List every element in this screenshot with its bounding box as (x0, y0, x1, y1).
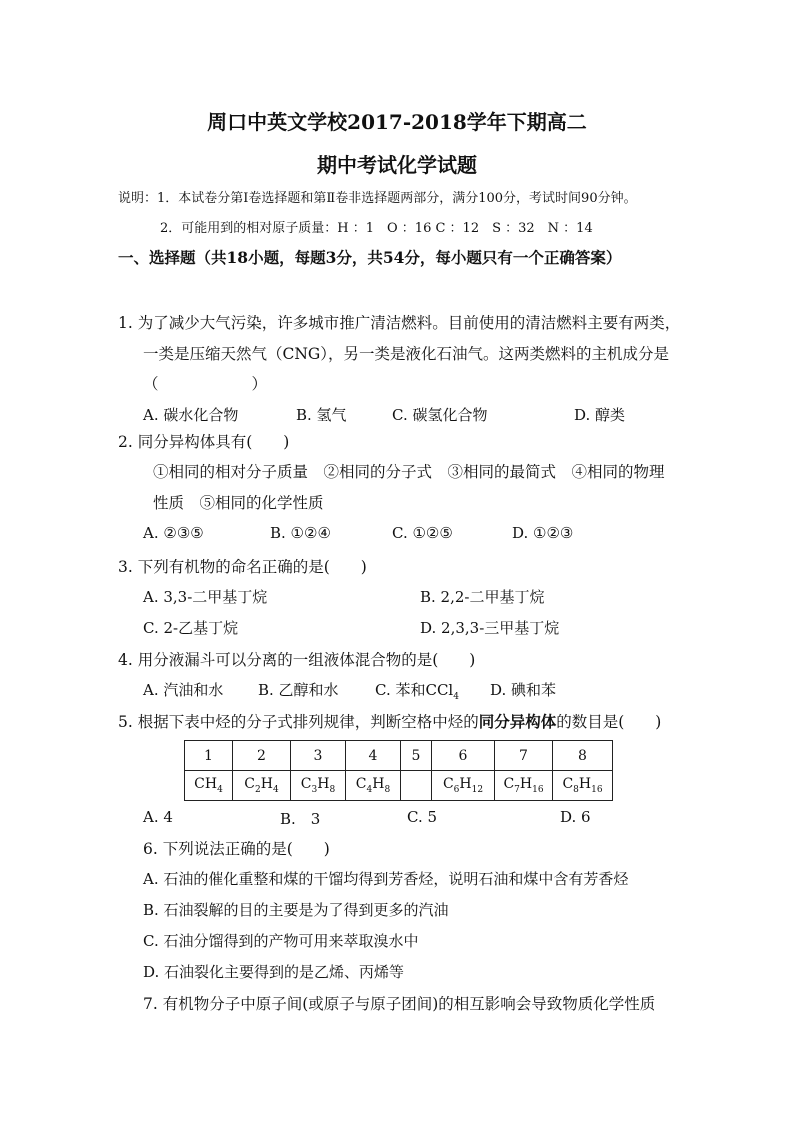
formula-element: H (317, 776, 330, 793)
table-header-cell: 1 (185, 741, 233, 771)
q2-line-2: 性质 ⑤相同的化学性质 (153, 494, 324, 512)
formula-element: C (244, 776, 256, 793)
q2-line-1: ①相同的相对分子质量 ②相同的分子式 ③相同的最简式 ④相同的物理 (153, 463, 665, 481)
formula-element: H (260, 776, 273, 793)
q1-option-d: D. 醇类 (574, 406, 626, 424)
formula-element: C (562, 776, 574, 793)
q1-option-c: C. 碳氢化合物 (392, 406, 488, 424)
table-header-cell: 7 (495, 741, 553, 771)
q4-option-c-subscript: 4 (453, 692, 459, 702)
note-1: 说明：1．本试卷分第Ⅰ卷选择题和第Ⅱ卷非选择题两部分，满分100分，考试时间90分钟。 (118, 191, 637, 206)
q1-line-2: 一类是压缩天然气（CNG），另一类是液化石油气。这两类燃料的主机成分是 (143, 345, 670, 363)
formula-cell-blank (401, 771, 432, 801)
formula-subscript: 2 (255, 784, 261, 795)
formula-cell (291, 771, 346, 801)
q5-stem-pre: 5. 根据下表中烃的分子式排列规律，判断空格中烃的 (118, 713, 479, 731)
formula-element: C (442, 776, 454, 793)
note-2: 2．可能用到的相对原子质量：H ：1 O ：16 C ：12 S ：32 N ：14 (160, 221, 593, 236)
q3-option-c: C. 2-乙基丁烷 (143, 619, 239, 637)
formula-subscript: 3 (311, 784, 318, 795)
formula-subscript: 4 (272, 784, 279, 795)
q6-option-d: D. 石油裂化主要得到的是乙烯、丙烯等 (143, 963, 405, 981)
formula-element: H (459, 776, 472, 793)
formula-cell (432, 771, 495, 801)
formula-cell (553, 771, 613, 801)
formula-element: C (300, 776, 312, 793)
formula-subscript: 16 (591, 784, 603, 795)
q2-stem: 2. 同分异构体具有( ) (118, 433, 290, 451)
q6-option-b: B. 石油裂解的目的主要是为了得到更多的汽油 (143, 901, 449, 919)
q2-option-a: A. ②③⑤ (143, 524, 204, 542)
q5-stem-bold: 同分异构体 (478, 712, 557, 731)
q4-stem: 4. 用分液漏斗可以分离的一组液体混合物的是( ) (118, 651, 476, 669)
title-line-1: 周口中英文学校2017-2018学年下期高二 (207, 110, 587, 134)
formula-subscript: 6 (453, 784, 460, 795)
q6-option-a: A. 石油的催化重整和煤的干馏均得到芳香烃，说明石油和煤中含有芳香烃 (143, 870, 629, 888)
formula-element: H (578, 776, 592, 793)
formula-table (184, 740, 613, 801)
q6-option-c: C. 石油分馏得到的产物可用来萃取溴水中 (143, 932, 419, 950)
formula-subscript: 4 (217, 784, 223, 795)
formula-subscript: 12 (471, 784, 484, 795)
q5-option-b: B. 3 (280, 810, 321, 828)
q3-option-a: A. 3,3-二甲基丁烷 (143, 588, 268, 606)
formula-subscript: 16 (532, 784, 544, 795)
q1-blank: （ ） (143, 375, 268, 393)
q5-option-d: D. 6 (560, 808, 591, 826)
title-line-2: 期中考试化学试题 (317, 153, 477, 177)
table-header-cell: 3 (291, 741, 346, 771)
table-header-cell: 5 (401, 741, 432, 771)
formula-cell (495, 771, 553, 801)
q4-option-c (375, 679, 459, 702)
formula-element: C (503, 776, 515, 793)
table-header-cell: 2 (233, 741, 291, 771)
table-header-cell: 8 (553, 741, 613, 771)
q6-stem: 6. 下列说法正确的是( ) (143, 840, 330, 858)
table-header-cell: 4 (346, 741, 401, 771)
table-header-cell: 6 (432, 741, 495, 771)
q5-stem (118, 710, 661, 732)
q3-stem: 3. 下列有机物的命名正确的是( ) (118, 558, 367, 576)
formula-element: C (355, 776, 367, 793)
q3-option-d: D. 2,3,3-三甲基丁烷 (420, 619, 560, 637)
q2-option-d: D. ①②③ (512, 524, 574, 542)
q4-option-a: A. 汽油和水 (143, 681, 224, 699)
q2-option-c: C. ①②⑤ (392, 524, 453, 542)
q1-line-1: 1. 为了减少大气污染，许多城市推广清洁燃料。目前使用的清洁燃料主要有两类， (118, 314, 681, 332)
q5-option-c: C. 5 (407, 808, 438, 826)
formula-subscript: 8 (329, 784, 336, 795)
q2-option-b: B. ①②④ (270, 524, 331, 542)
formula-cell (346, 771, 401, 801)
q4-option-b: B. 乙醇和水 (258, 681, 339, 699)
formula-subscript: 4 (366, 784, 373, 795)
section-heading: 一、选择题（共18小题，每题3分，共54分，每小题只有一个正确答案） (118, 248, 622, 267)
q4-option-d: D. 碘和苯 (490, 681, 557, 699)
q4-option-c-text: C. 苯和CCl (375, 681, 454, 699)
formula-table-header-row (185, 741, 613, 771)
formula-table-formula-row (185, 771, 613, 801)
formula-subscript: 8 (384, 784, 391, 795)
q5-option-a: A. 4 (143, 808, 173, 826)
q3-option-b: B. 2,2-二甲基丁烷 (420, 588, 545, 606)
formula-subscript: 7 (514, 784, 520, 795)
formula-element: H (519, 776, 533, 793)
q1-option-b: B. 氢气 (296, 406, 347, 424)
formula-subscript: 8 (573, 784, 579, 795)
formula-element: H (372, 776, 385, 793)
q1-option-a: A. 碳水化合物 (143, 406, 239, 424)
q5-stem-post: 的数目是( ) (556, 713, 662, 731)
formula-cell (185, 771, 233, 801)
formula-element: CH (194, 776, 218, 793)
formula-cell (233, 771, 291, 801)
q7-stem: 7. 有机物分子中原子间(或原子与原子团间)的相互影响会导致物质化学性质 (143, 995, 656, 1013)
